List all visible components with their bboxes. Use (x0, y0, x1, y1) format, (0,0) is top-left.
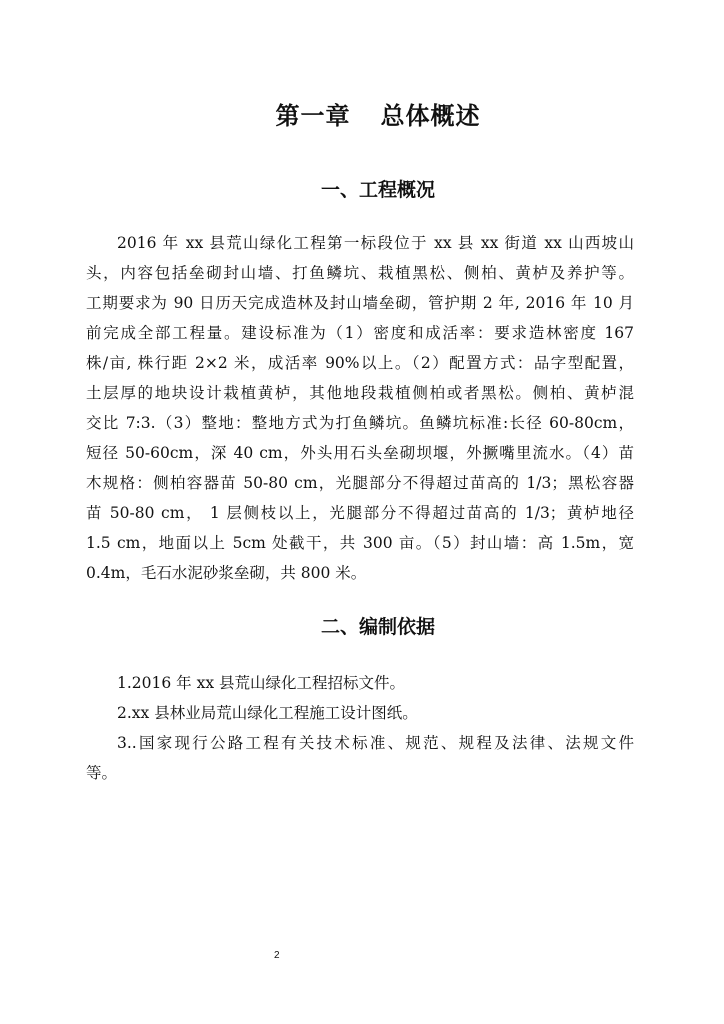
text-line: 前完成全部工程量。建设标准为（1）密度和成活率：要求造林密度 167 (86, 324, 634, 342)
text-line: 苗 50-80 cm， 1 层侧枝以上，光腿部分不得超过苗高的 1/3；黄栌地径 (86, 504, 634, 522)
list-item: 2.xx 县林业局荒山绿化工程施工设计图纸。 (117, 704, 418, 722)
text-line: 工期要求为 90 日历天完成造林及封山墙垒砌，管护期 2 年, 2016 年 10 月 (86, 294, 634, 312)
chapter-number: 第一章 (275, 102, 351, 130)
text-line: 0.4m，毛石水泥砂浆垒砌，共 800 米。 (86, 564, 367, 582)
text-line: 土层厚的地块设计栽植黄栌，其他地段栽植侧柏或者黑松。侧柏、黄栌混 (86, 384, 634, 402)
text-line: 2016 年 xx 县荒山绿化工程第一标段位于 xx 县 xx 街道 xx 山西坡山 (117, 234, 634, 252)
chapter-title (0, 96, 724, 131)
text-line: 株/亩, 株行距 2×2 米，成活率 90%以上。（2）配置方式：品字型配置， (86, 354, 634, 372)
text-line: 交比 7:3.（3）整地：整地方式为打鱼鳞坑。鱼鳞坑标准:长径 60-80cm， (86, 414, 634, 432)
overview-paragraph (86, 228, 634, 588)
text-line: 木规格：侧柏容器苗 50-80 cm，光腿部分不得超过苗高的 1/3；黑松容器 (86, 474, 634, 492)
basis-list (86, 668, 634, 788)
list-item: 3..国家现行公路工程有关技术标准、规范、规程及法律、法规文件 (117, 734, 634, 752)
page-number: 2 (274, 950, 280, 961)
section-heading-overview: 一、工程概况 (320, 179, 435, 201)
section-heading-basis: 二、编制依据 (320, 616, 435, 638)
text-line: 1.5 cm，地面以上 5cm 处截干，共 300 亩。（5）封山墙：高 1.5m，宽 (86, 534, 634, 552)
text-line: 头，内容包括垒砌封山墙、打鱼鳞坑、栽植黑松、侧柏、黄栌及养护等。 (86, 264, 634, 282)
text-line: 短径 50-60cm，深 40 cm，外头用石头垒砌坝堰，外撅嘴里流水。（4）苗 (86, 444, 634, 462)
chapter-name: 总体概述 (380, 102, 481, 130)
list-item-continuation: 等。 (86, 764, 118, 782)
list-item: 1.2016 年 xx 县荒山绿化工程招标文件。 (117, 674, 405, 692)
